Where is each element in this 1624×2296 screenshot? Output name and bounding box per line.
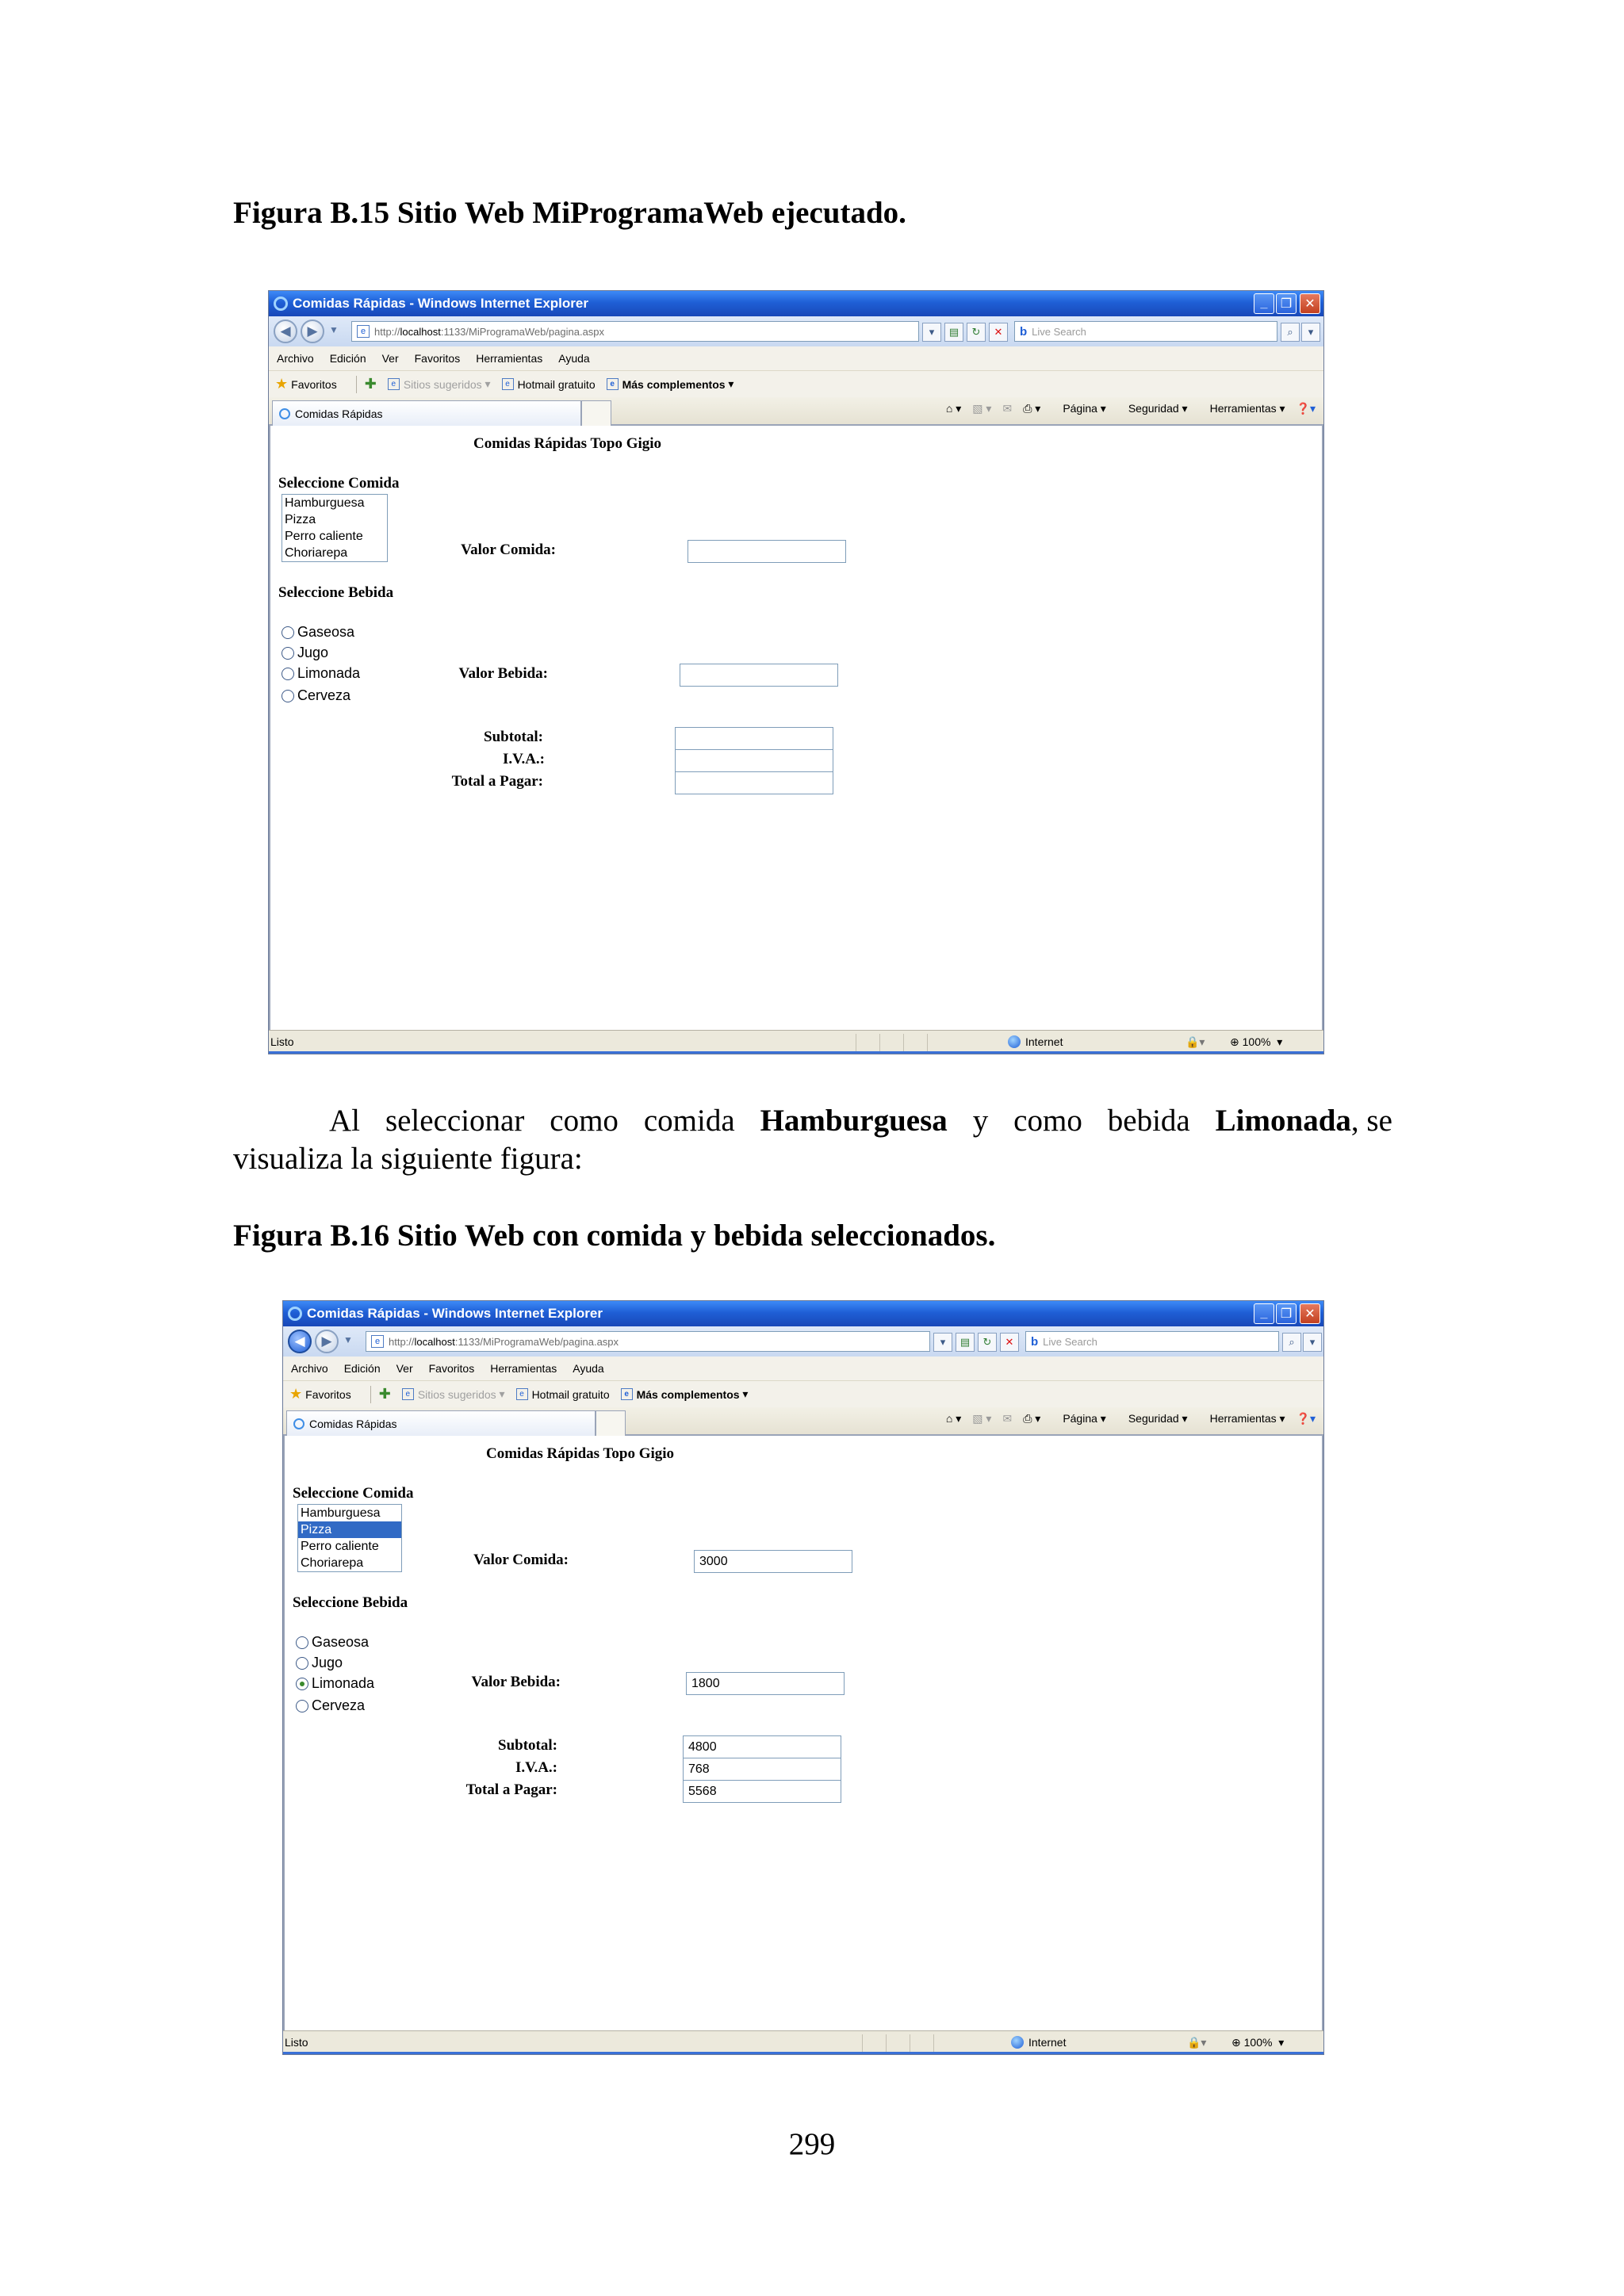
zone-label: Internet (1028, 2036, 1067, 2049)
star-icon: ★ (275, 376, 289, 392)
url-path: :1133/MiProgramaWeb/pagina.aspx (440, 325, 605, 338)
menu-archivo[interactable]: Archivo (291, 1362, 328, 1375)
page-content (283, 1436, 1323, 2030)
drink-option-label: Limonada (297, 665, 361, 681)
minimize-button[interactable]: _ (1254, 1303, 1274, 1324)
more-addons-link[interactable]: e Más complementos ▾ (607, 377, 734, 391)
radio-button[interactable] (282, 690, 294, 702)
food-label: Seleccione Comida (293, 1485, 414, 1502)
page-icon: e (402, 1388, 414, 1400)
tab-label: Comidas Rápidas (295, 407, 383, 420)
status-text: Listo (270, 1035, 294, 1048)
tools-menu-label: Herramientas (1209, 402, 1277, 415)
more-addons-link[interactable]: e Más complementos ▾ (621, 1387, 749, 1401)
tab-comidas-rapidas[interactable] (272, 400, 581, 426)
food-listbox[interactable] (297, 1504, 402, 1572)
browser-window-2 (282, 1300, 1324, 2055)
drink-option-jugo[interactable] (282, 645, 328, 661)
drink-option-label: Jugo (297, 645, 329, 660)
search-placeholder: Live Search (1032, 325, 1086, 338)
search-placeholder: Live Search (1043, 1335, 1097, 1348)
divider (933, 2034, 934, 2052)
refresh-icon[interactable]: ↻ (978, 1333, 997, 1352)
paragraph-word: y (972, 1104, 989, 1138)
iva-field[interactable] (675, 749, 833, 772)
drink-option-limonada[interactable] (296, 1675, 374, 1692)
valor-bebida-label: Valor Bebida: (458, 665, 548, 682)
valor-comida-field[interactable] (688, 540, 846, 563)
body-paragraph (233, 1102, 1392, 1178)
new-tab-button[interactable] (596, 1410, 626, 1436)
address-bar (283, 1326, 1323, 1357)
mail-icon[interactable]: ✉ (1002, 402, 1013, 415)
zoom-control[interactable]: ⊕ 100% ▾ (1230, 1035, 1283, 1048)
food-option[interactable]: Perro caliente (301, 1540, 379, 1553)
search-input[interactable] (1025, 1331, 1279, 1352)
drink-option-cerveza[interactable] (282, 687, 350, 704)
drink-option-label: Limonada (312, 1675, 375, 1691)
url-path: :1133/MiProgramaWeb/pagina.aspx (454, 1335, 619, 1348)
radio-button[interactable] (282, 647, 294, 660)
paragraph-word-group (1216, 1102, 1392, 1140)
subtotal-field[interactable] (675, 727, 833, 750)
menu-favoritos[interactable]: Favoritos (414, 352, 461, 365)
url-input[interactable] (351, 321, 919, 342)
close-button[interactable]: ✕ (1300, 293, 1320, 314)
favorites-button[interactable] (289, 1386, 351, 1402)
page-menu[interactable]: Página ▾ (1063, 402, 1106, 415)
zoom-icon: ⊕ (1230, 1035, 1239, 1048)
back-button[interactable]: ◀ (288, 1330, 312, 1353)
compat-view-icon[interactable]: ▤ (944, 323, 963, 342)
help-icon[interactable]: ❓▾ (1296, 402, 1316, 415)
page-icon: e (621, 1388, 633, 1400)
drink-label: Seleccione Bebida (293, 1594, 408, 1611)
total-label: Total a Pagar: (465, 1781, 557, 1798)
subtotal-field[interactable]: 4800 (683, 1735, 841, 1758)
paragraph-word: Al (329, 1104, 360, 1138)
total-field[interactable]: 5568 (683, 1780, 841, 1803)
ie-tab-icon (279, 408, 290, 419)
total-field[interactable] (675, 771, 833, 794)
favorites-label: Favoritos (305, 1387, 351, 1401)
zoom-label: 100% (1243, 2036, 1273, 2049)
new-tab-button[interactable] (581, 400, 611, 426)
protected-mode-icon[interactable]: 🔒▾ (1187, 2036, 1207, 2049)
menu-bar (269, 346, 1323, 370)
search-icon[interactable]: ⌕ (1281, 323, 1300, 342)
refresh-icon[interactable]: ↻ (967, 323, 986, 342)
menu-edicion[interactable]: Edición (329, 352, 366, 365)
security-menu[interactable]: Seguridad ▾ (1128, 1412, 1188, 1425)
search-options-icon[interactable]: ▾ (1303, 1333, 1322, 1352)
command-bar (935, 1412, 1316, 1425)
drink-option-limonada[interactable] (282, 665, 360, 682)
menu-ver[interactable]: Ver (381, 352, 399, 365)
divider (862, 2034, 863, 2052)
security-menu[interactable]: Seguridad ▾ (1128, 402, 1188, 415)
divider (903, 1034, 904, 1051)
restore-button[interactable]: ❐ (1276, 293, 1297, 314)
paragraph-word-bold: Hamburguesa (760, 1104, 948, 1138)
radio-button[interactable] (296, 1700, 308, 1712)
favorites-label: Favoritos (291, 377, 337, 391)
paragraph-line-2: visualiza la siguiente figura: (233, 1142, 583, 1176)
hotmail-label: Hotmail gratuito (517, 377, 596, 391)
food-option[interactable]: Hamburguesa (285, 496, 365, 510)
valor-bebida-field[interactable] (680, 664, 838, 687)
protected-mode-icon[interactable]: 🔒▾ (1185, 1035, 1205, 1048)
radio-button-selected[interactable] (296, 1678, 308, 1690)
divider (879, 1034, 880, 1051)
status-bar (269, 1030, 1323, 1054)
history-dropdown-icon[interactable]: ▼ (343, 1334, 353, 1345)
security-menu-label: Seguridad (1128, 1412, 1179, 1425)
divider (927, 1034, 928, 1051)
status-bar (283, 2030, 1323, 2054)
paragraph-word: seleccionar (385, 1104, 525, 1138)
food-option[interactable]: Choriarepa (285, 546, 348, 560)
back-button[interactable]: ◀ (274, 320, 297, 343)
tools-menu[interactable]: Herramientas ▾ (1209, 402, 1285, 415)
zoom-control[interactable]: ⊕ 100% ▾ (1231, 2036, 1285, 2049)
food-listbox[interactable] (282, 494, 388, 562)
print-icon[interactable]: ⎙ ▾ (1023, 1412, 1041, 1425)
food-option[interactable]: Perro caliente (285, 530, 363, 543)
drink-option-jugo[interactable] (296, 1655, 343, 1671)
hotmail-link[interactable] (502, 378, 596, 391)
favorites-bar (283, 1380, 1323, 1407)
url-prefix: http:// (374, 325, 400, 338)
iva-label: I.V.A.: (503, 751, 545, 767)
paragraph-word: , se (1350, 1104, 1392, 1138)
menu-bar (283, 1357, 1323, 1380)
restore-button[interactable]: ❐ (1276, 1303, 1297, 1324)
globe-icon (1011, 2036, 1024, 2049)
page-icon: e (388, 378, 400, 390)
tab-label: Comidas Rápidas (309, 1417, 397, 1430)
page-icon: e (357, 325, 370, 338)
valor-comida-label: Valor Comida: (461, 541, 556, 558)
command-bar (935, 402, 1316, 415)
hotmail-link[interactable] (516, 1388, 610, 1401)
url-host: localhost (414, 1335, 455, 1348)
suggested-sites-label: Sitios sugeridos (417, 1387, 496, 1401)
radio-button[interactable] (282, 668, 294, 680)
print-icon[interactable]: ⎙ ▾ (1023, 402, 1041, 415)
page-icon: e (502, 378, 514, 390)
menu-archivo[interactable]: Archivo (277, 352, 314, 365)
more-addons-label: Más complementos (636, 1387, 740, 1401)
zone-label: Internet (1025, 1035, 1063, 1048)
figure-caption-b16: Figura B.16 Sitio Web con comida y bebida seleccionados. (233, 1219, 996, 1253)
drink-option-gaseosa[interactable] (296, 1634, 369, 1651)
drink-option-label: Jugo (312, 1655, 343, 1670)
page-title: Comidas Rápidas Topo Gigio (486, 1445, 675, 1462)
food-option[interactable]: Hamburguesa (301, 1506, 381, 1520)
food-option[interactable]: Pizza (285, 513, 316, 526)
security-menu-label: Seguridad (1128, 402, 1179, 415)
food-option-selected[interactable]: Pizza (298, 1521, 401, 1538)
browser-window-1 (268, 290, 1324, 1054)
forward-button[interactable]: ▶ (315, 1330, 339, 1353)
valor-comida-field[interactable]: 3000 (694, 1550, 852, 1573)
food-label: Seleccione Comida (278, 475, 400, 492)
tab-comidas-rapidas[interactable] (286, 1410, 596, 1436)
bing-icon: b (1020, 324, 1028, 339)
menu-favoritos[interactable]: Favoritos (428, 1362, 475, 1375)
valor-bebida-field[interactable]: 1800 (686, 1672, 845, 1695)
page-title: Comidas Rápidas Topo Gigio (473, 435, 662, 452)
search-options-icon[interactable]: ▾ (1301, 323, 1320, 342)
star-icon: ★ (289, 1386, 303, 1402)
progress-bar (269, 1051, 1323, 1054)
tab-bar (269, 397, 1323, 426)
page-menu[interactable]: Página ▾ (1063, 1412, 1106, 1425)
title-bar (269, 291, 1323, 316)
url-host: localhost (400, 325, 441, 338)
food-option[interactable]: Choriarepa (301, 1556, 364, 1570)
feeds-icon[interactable]: ▧ ▾ (972, 1412, 992, 1425)
valor-comida-label: Valor Comida: (473, 1552, 569, 1568)
drink-option-label: Gaseosa (297, 624, 355, 640)
url-prefix: http:// (389, 1335, 415, 1348)
address-bar (269, 316, 1323, 346)
url-dropdown-icon[interactable]: ▾ (922, 323, 941, 342)
feeds-icon[interactable]: ▧ ▾ (972, 402, 992, 415)
add-favorite-icon[interactable]: ✚ (378, 1386, 391, 1402)
zone-indicator (1011, 2036, 1066, 2049)
radio-button[interactable] (296, 1636, 308, 1649)
iva-label: I.V.A.: (515, 1759, 557, 1776)
add-favorite-icon[interactable]: ✚ (364, 376, 377, 392)
drink-option-label: Cerveza (312, 1697, 366, 1713)
url-input[interactable] (366, 1331, 930, 1352)
bing-icon: b (1031, 1334, 1039, 1349)
search-input[interactable] (1014, 321, 1277, 342)
ie-logo-icon (288, 1307, 302, 1321)
tab-bar (283, 1407, 1323, 1436)
history-dropdown-icon[interactable]: ▼ (329, 324, 339, 335)
globe-icon (1008, 1035, 1021, 1048)
suggested-sites-label: Sitios sugeridos (403, 377, 482, 391)
suggested-sites-link[interactable]: e Sitios sugeridos ▾ (402, 1387, 505, 1401)
stop-icon[interactable]: ✕ (1000, 1333, 1019, 1352)
iva-field[interactable]: 768 (683, 1758, 841, 1781)
stop-icon[interactable]: ✕ (989, 323, 1008, 342)
title-bar (283, 1301, 1323, 1326)
url-dropdown-icon[interactable]: ▾ (933, 1333, 952, 1352)
divider (370, 1386, 371, 1403)
paragraph-word: como (1013, 1104, 1082, 1138)
page-icon: e (607, 378, 619, 390)
minimize-button[interactable]: _ (1254, 293, 1274, 314)
drink-option-cerveza[interactable] (296, 1697, 365, 1714)
radio-button[interactable] (282, 626, 294, 639)
page-menu-label: Página (1063, 1412, 1097, 1425)
suggested-sites-link[interactable]: e Sitios sugeridos ▾ (388, 377, 491, 391)
menu-herramientas[interactable]: Herramientas (490, 1362, 557, 1375)
divider (356, 376, 357, 393)
menu-ayuda[interactable]: Ayuda (573, 1362, 604, 1375)
tools-menu[interactable]: Herramientas ▾ (1209, 1412, 1285, 1425)
drink-label: Seleccione Bebida (278, 584, 394, 601)
forward-button[interactable]: ▶ (301, 320, 324, 343)
page-number: 299 (788, 2127, 836, 2161)
menu-ver[interactable]: Ver (396, 1362, 413, 1375)
progress-bar (283, 2052, 1323, 2054)
home-icon[interactable]: ⌂ ▾ (945, 1412, 962, 1425)
help-icon[interactable]: ❓▾ (1296, 1412, 1316, 1425)
page-menu-label: Página (1063, 402, 1097, 415)
zoom-icon: ⊕ (1231, 2036, 1241, 2049)
ie-logo-icon (274, 297, 288, 311)
radio-button[interactable] (296, 1657, 308, 1670)
drink-option-label: Gaseosa (312, 1634, 370, 1650)
zone-indicator (1008, 1035, 1063, 1048)
zoom-label: 100% (1242, 1035, 1271, 1048)
window-title: Comidas Rápidas - Windows Internet Explorer (307, 1306, 603, 1321)
drink-option-label: Cerveza (297, 687, 351, 703)
paragraph-word-bold: Limonada (1215, 1104, 1351, 1138)
menu-edicion[interactable]: Edición (343, 1362, 381, 1375)
hotmail-label: Hotmail gratuito (531, 1387, 610, 1401)
window-title: Comidas Rápidas - Windows Internet Explorer (293, 296, 588, 311)
page-content (269, 426, 1323, 1030)
favorites-bar (269, 370, 1323, 397)
mail-icon[interactable]: ✉ (1002, 1412, 1013, 1425)
subtotal-label: Subtotal: (484, 729, 543, 745)
close-button[interactable]: ✕ (1300, 1303, 1320, 1324)
paragraph-word: bebida (1107, 1104, 1190, 1138)
more-addons-label: Más complementos (622, 377, 726, 391)
subtotal-label: Subtotal: (498, 1737, 557, 1754)
paragraph-word: como (550, 1104, 619, 1138)
tools-menu-label: Herramientas (1209, 1412, 1277, 1425)
valor-bebida-label: Valor Bebida: (471, 1674, 561, 1690)
compat-view-icon[interactable]: ▤ (956, 1333, 975, 1352)
page-icon: e (516, 1388, 528, 1400)
search-icon[interactable]: ⌕ (1282, 1333, 1301, 1352)
home-icon[interactable]: ⌂ ▾ (945, 402, 962, 415)
menu-ayuda[interactable]: Ayuda (558, 352, 590, 365)
divider (886, 2034, 887, 2052)
paragraph-word: comida (643, 1104, 735, 1138)
menu-herramientas[interactable]: Herramientas (476, 352, 543, 365)
total-label: Total a Pagar: (451, 773, 543, 790)
ie-tab-icon (293, 1418, 304, 1429)
page-icon: e (371, 1335, 384, 1348)
status-text: Listo (285, 2036, 308, 2049)
favorites-button[interactable] (275, 376, 337, 392)
drink-option-gaseosa[interactable] (282, 624, 354, 641)
paragraph-line-1 (233, 1102, 1392, 1140)
figure-caption-b15: Figura B.15 Sitio Web MiProgramaWeb ejecutado. (233, 196, 906, 230)
